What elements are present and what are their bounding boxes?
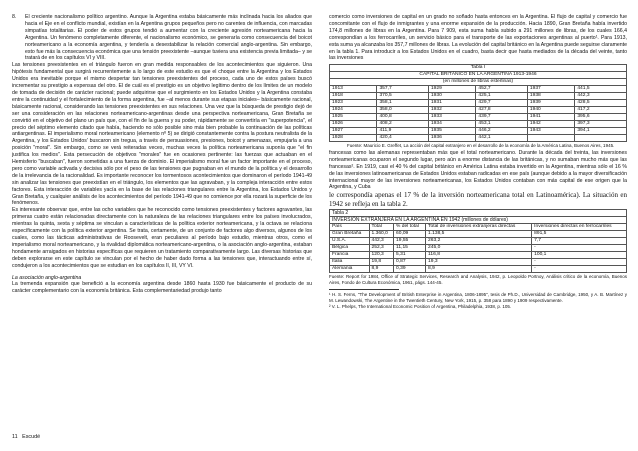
table-cell: 1928 (330, 135, 377, 142)
table-1 (329, 64, 627, 142)
table-header-cell: Total (369, 224, 394, 231)
table-cell: 441,5 (575, 86, 627, 93)
table-row (330, 135, 627, 142)
table-cell: 446,2 (476, 128, 528, 135)
table-row (330, 252, 627, 259)
table-cell: 358,1 (377, 100, 429, 107)
table-row (330, 100, 627, 107)
table-header-cell: Total de inversiones extranjeras directas (426, 224, 532, 231)
table-cell: 19,8 (369, 259, 394, 266)
table-cell: 420,4 (377, 135, 429, 142)
table-cell: U.S.A. (330, 238, 370, 245)
table-cell: 427,8 (476, 107, 528, 114)
table-cell: - (532, 245, 627, 252)
table-cell: 395,6 (575, 114, 627, 121)
table-cell: 1943 (527, 128, 574, 135)
table-cell: 439,7 (476, 114, 528, 121)
footnote: ² V. L. Phelps, The International Economic Position of Argentina, Philadelphia, 1938, p. 105. (329, 303, 512, 309)
table-cell: 252,3 (369, 245, 394, 252)
paragraph: Las tensiones preexistentes en el triángulo fueron en gran medida responsables de los acontecimientos que siguieron. Una hipótesis fundamental que surgirá recurrentemente a lo largo de este estudio es que el choque entre la Argentina y los Estados Unidos era inevitable porque el mismo despertar tan tensiones preexistentes del proceso, cada uno de estos países buscó incrementar su prestigio a expensas del otro. El de cuál es el prestigio es un objetivo legítimo dentro de los límites de un modelo de tomada de decisión de carácter racional; puede adquirirse que el surgimiento en los Estados Unidos y la Argentina constaba entre la continuidad y el fortalecimiento de la forma argentina, fue –al menos durante sus etapas iniciales– básicamente racional, básicamente racional, considerando las tensiones preexistentes en sus relaciones. Una vez que la búsqueda de prestigio dejó de ser una consideración en las relaciones norteamericano-argentinas desde una perspectiva norteamericana, Gran Bretaña se convirtió en el objetivo del plano un país que, con el fin de la guerra y su poder, rápidamente se convertiría en "superpotencia", el precio del séptimo elemento citado que había, haciendo no sólo posible sino más bien probable la continuación de las políticas antiargentinas. El imperialismo moral norteamericano (elemento nº 5) se dirigió constantemente contra la postura neutralista de la Argentina, y los Estados Unidos' buscaron sin tregua, a través de persuasiones, presiones, boicot y amenazas, empujarla a una posición "moral". Sin embargo, como se verá reiteradas veces, muchas veces la política norteamericana suponía que "el fin justifica los medios". Esta persecución de objetivos "morales" fue en ocasiones pertinente: las fuerzas que actuaban en el Hemisferio "buscaban", fueron sometidas a una fuerza de dominio. El imperialismo moral fue un factor importante en el proceso, pero como variable activada y decisiva sólo por el peso de las tensiones que pugnaban en el mundo de la política y el desarrollo de la irrelevancia de la racionalidad. Es importante reconocer los tormentosos acontecimientos que dominaron el período 1941-49 sin analizar las tensiones que preexistían en el triángulo, los elementos que las agravaban, y la compleja interacción entre estos factores. Esta interacción de variables yacía en la base de las relaciones triangulares entre la Argentina, los Estados Unidos y Gran Bretaña, y cualquier análisis de los acontecimientos del período 1941-49 que no comience por ella rozará la superficie de los fenómenos. (12, 62, 312, 207)
table-header-cell: País (330, 224, 370, 231)
table-source: Fuente: Report for 1984, Office of Strategic Services, Research and Analysis, 1942, p. Leopoldo Portnoy, Análisis crítico de la economía, Buenos Aires, Fondo de Cultura Económica, 1961, págs. 144-45. (329, 274, 627, 285)
table-cell: 429,7 (476, 100, 528, 107)
table-cell (527, 135, 574, 142)
table-cell: 425,1 (476, 93, 528, 100)
table-cell: 397,3 (575, 121, 627, 128)
page-number: 11 (12, 434, 18, 440)
table-cell: 1939 (527, 100, 574, 107)
table-cell: 408,2 (377, 121, 429, 128)
table-label: Tabla I (330, 65, 627, 72)
table-row (330, 86, 627, 93)
table-cell: 1934 (428, 121, 475, 128)
table-cell: 1938 (527, 93, 574, 100)
table-cell: 1942 (527, 121, 574, 128)
table-header-cell: Inversiones directas en ferrocarriles (532, 224, 627, 231)
table-cell: 1933 (428, 114, 475, 121)
table-cell: 394,1 (575, 128, 627, 135)
table-cell: 245,0 (426, 245, 532, 252)
table-cell: 1941 (527, 114, 574, 121)
table-cell (575, 135, 627, 142)
footer-publisher: Escudé (22, 434, 41, 440)
item-number: 8. (12, 14, 17, 20)
paragraph: Es interesante observar que, entre las ocho variables que he reconocido como tensiones preexistentes y factores agravantes, las primeras cuatro están relacionadas directamente con la naturaleza de las relaciones triangulares entre los países involucrados, mientras la quinta, sexta y séptima se vinculan a características de la política exterior norteamericana, y la octava se relaciona específicamente con la política exterior argentina. Se trata, certamente, de un conjunto de factores algo diversos, algunos de los cuales, como las tácticas administrativas de Roosevelt, eran peculiares al período bajo estudio, mientras otros, como el imperialismo moral norteamericano, y la rivalidad diplomática norteamericano-argentina, o la asociación anglo-argentina, estaban hondamente arraigados en historias específicas que requieren un tratamiento comparativamente largo. Las diversas historias que deben explorarse en este capítulo se vinculan por el hecho de haber dado forma a las tensiones que, interactuando entre sí, condujeron a los acontecimientos que se estudian en los capítulos II, III, VY VI. (12, 207, 312, 269)
table-cell: 1924 (330, 107, 377, 114)
table-cell: 357,7 (377, 86, 429, 93)
paragraph: comercio como inversiones de capital en un grado no soñado hasta entonces en la Argentina. El flujo de capital y comercio fue concomitante con el flujo de inmigrantes y una enorme expansión de la producción. Hacia 1890, Gran Bretaña había invertido 174,8 millones de libras en la Argentina. Para 7 909, esta suma había subido a 291 millones de libras, de los cuales 166,4 correspondían a los ferrocarriles, un servicio básico para el transporte de las exportaciones argentinas al puerto¹. Para 1913, esta suma ya alcanzaba los 357,7 millones de libras. La evolución del capital británico en la Argentina puede seguirse claramente en la tabla 1. Para introducir a los Estados Unidos en el cuadro, basta decir que hasta mediados de la década del veinte, tanto las inversiones (329, 14, 627, 62)
paragraph: francesas como las alemanas representaban más que el total norteamericano. Durante la década del treinta, las inversiones norteamericanas ocuparon el segundo lugar, pero aún a enorme distancia de las británicas, y no sumaban mucho más que las francesas². En 1919, casi el 40 % del capital británico en América Latina estaba invertido en la Argentina, mientras sólo el 16 % de las inversiones latinoamericanas de Estados Unidos estaban radicadas en ese país (aunque debido a la mayor diversificación internacional mayor de las inversiones norteamericanas, los Estados Unidos contaban con más capital de ese origen que la Argentina, y Cuba (329, 149, 627, 191)
table-cell: 1929 (428, 86, 475, 93)
table-cell: 1925 (330, 114, 377, 121)
table-cell: 1913 (330, 86, 377, 93)
table-cell: 1940 (527, 107, 574, 114)
table-cell: Gran Bretaña (330, 231, 370, 238)
table-cell: 442,3 (575, 93, 627, 100)
table-cell: 370,5 (377, 93, 429, 100)
table-cell: 1918 (330, 93, 377, 100)
table-cell: 442,3 (369, 238, 394, 245)
table-row (330, 245, 627, 252)
table-cell: 60,09 (394, 231, 426, 238)
table-cell: 891,5 (532, 231, 627, 238)
table-cell: 1.360,0 (369, 231, 394, 238)
table-2 (329, 209, 627, 273)
table-cell: 358,0 (377, 107, 429, 114)
paragraph: le correspondía apenas el 17 % de la inversión norteamericana total en Latinoamérica). La situación en 1942 se refleja en la tabla 2. (329, 191, 627, 208)
table-cell: 411,9 (377, 128, 429, 135)
table-cell: Francia (330, 252, 370, 259)
table-row (330, 107, 627, 114)
table-cell: 1.138,5 (426, 231, 532, 238)
table-header-cell: % del total (394, 224, 426, 231)
table-row (330, 238, 627, 245)
item-text: El creciente nacionalismo político argentino. Aunque la Argentina estaba básicamente más inclinada hacia los aliados que hacia el Eje en el conflicto mundial, existían en la Argentina grupos pequeños pero no carentes de influencia, con marcadas simpatías totalitarias. El poder de estos grupos tendió a aumentar con la creciente agresión norteamericana hacia la Argentina. Un fenómeno completamente diferente, el nacionalismo económico, se generaría como consecuencia del boicot norteamericano a la economía argentina, y tendería a desestabilizar la relación comercial anglo-argentina. Sin embargo, esto fue más la consecuencia económica que una tensión preexistente –aunque tuviera una existencia previa limitada– y se tratará de en los capítulos VI y VIII. (25, 14, 312, 62)
table-cell: 120,3 (369, 252, 394, 259)
table-row (330, 128, 627, 135)
table-title: INVERSIÓN EXTRANJERA EN LA ARGENTINA EN 1942 (millones de dólares) (330, 216, 627, 223)
table-cell: 1937 (527, 86, 574, 93)
table-cell: 1936 (428, 135, 475, 142)
table-cell: 0,87 (394, 259, 426, 266)
table-cell: - (532, 259, 627, 266)
table-cell: Bélgica (330, 245, 370, 252)
table-cell: - (532, 266, 627, 273)
table-cell: 442,1 (476, 135, 528, 142)
table-cell: 1927 (330, 128, 377, 135)
table-source: Fuente: Mauricio E. Greffet, La acción del capital extranjero en el desarrollo de la economía de la América Latina, Buenos Aires, 1945. (347, 143, 615, 149)
table-title: CAPITAL BRITÁNICO EN LA ARGENTINA 1913-1946 (330, 72, 627, 79)
table-cell: 8,9 (426, 266, 532, 273)
table-cell: 1932 (428, 107, 475, 114)
table-cell: 100,1 (532, 252, 627, 259)
table-cell: Alemania (330, 266, 370, 273)
table-header-row (330, 224, 627, 231)
paragraph: La tremenda expansión que benefició a la economía argentina desde 1860 hasta 1930 fue básicamente el producto de su carácter complementario con la economía británica. Esta complementariedad produjo tanto (12, 281, 312, 295)
table-cell: 5,31 (394, 252, 426, 259)
table-row (330, 259, 627, 266)
table-cell: 19,3 (426, 259, 532, 266)
table-cell: 7,7 (532, 238, 627, 245)
table-cell: 1923 (330, 100, 377, 107)
table-label: Tabla 2 (330, 209, 627, 216)
table-cell: 8,9 (369, 266, 394, 273)
left-column (12, 14, 312, 295)
footnotes (329, 292, 627, 309)
table-cell: 417,2 (575, 107, 627, 114)
table-row (330, 266, 627, 273)
table-cell: 19,55 (394, 238, 426, 245)
table-cell: 453,1 (476, 121, 528, 128)
table-cell: 1931 (428, 100, 475, 107)
table-cell: 116,8 (426, 252, 532, 259)
table-cell: 11,15 (394, 245, 426, 252)
table-subtitle: (en millones de libras esterlinas) (330, 79, 627, 86)
table-cell: 1935 (428, 128, 475, 135)
table-row (330, 231, 627, 238)
table-row (330, 121, 627, 128)
table-cell: 1926 (330, 121, 377, 128)
footnote: ¹ H. S. Ferns, "The Development of British Enterprise in Argentina, 1806-1895", tesis de Ph.D., Universidad de Cambridge, 1950, y A. B. Martínez y M. Lewandowski, The Argentine in the Twentieth Century, New York, 1915, p. 358 para 1890 y 1909 respectivamente. (329, 292, 627, 304)
table-cell: 452,7 (476, 86, 528, 93)
table-cell: 400,8 (377, 114, 429, 121)
page-footer (12, 434, 40, 440)
table-cell: 0,39 (394, 266, 426, 273)
table-cell: 1930 (428, 93, 475, 100)
table-cell: 428,5 (575, 100, 627, 107)
footnote-rule (329, 289, 399, 290)
section-title: La asociación anglo-argentina (12, 274, 82, 281)
table-cell: 263,2 (426, 238, 532, 245)
table-row (330, 93, 627, 100)
table-row (330, 114, 627, 121)
numbered-item (12, 14, 312, 62)
table-cell: Italia (330, 259, 370, 266)
right-column (329, 14, 627, 310)
